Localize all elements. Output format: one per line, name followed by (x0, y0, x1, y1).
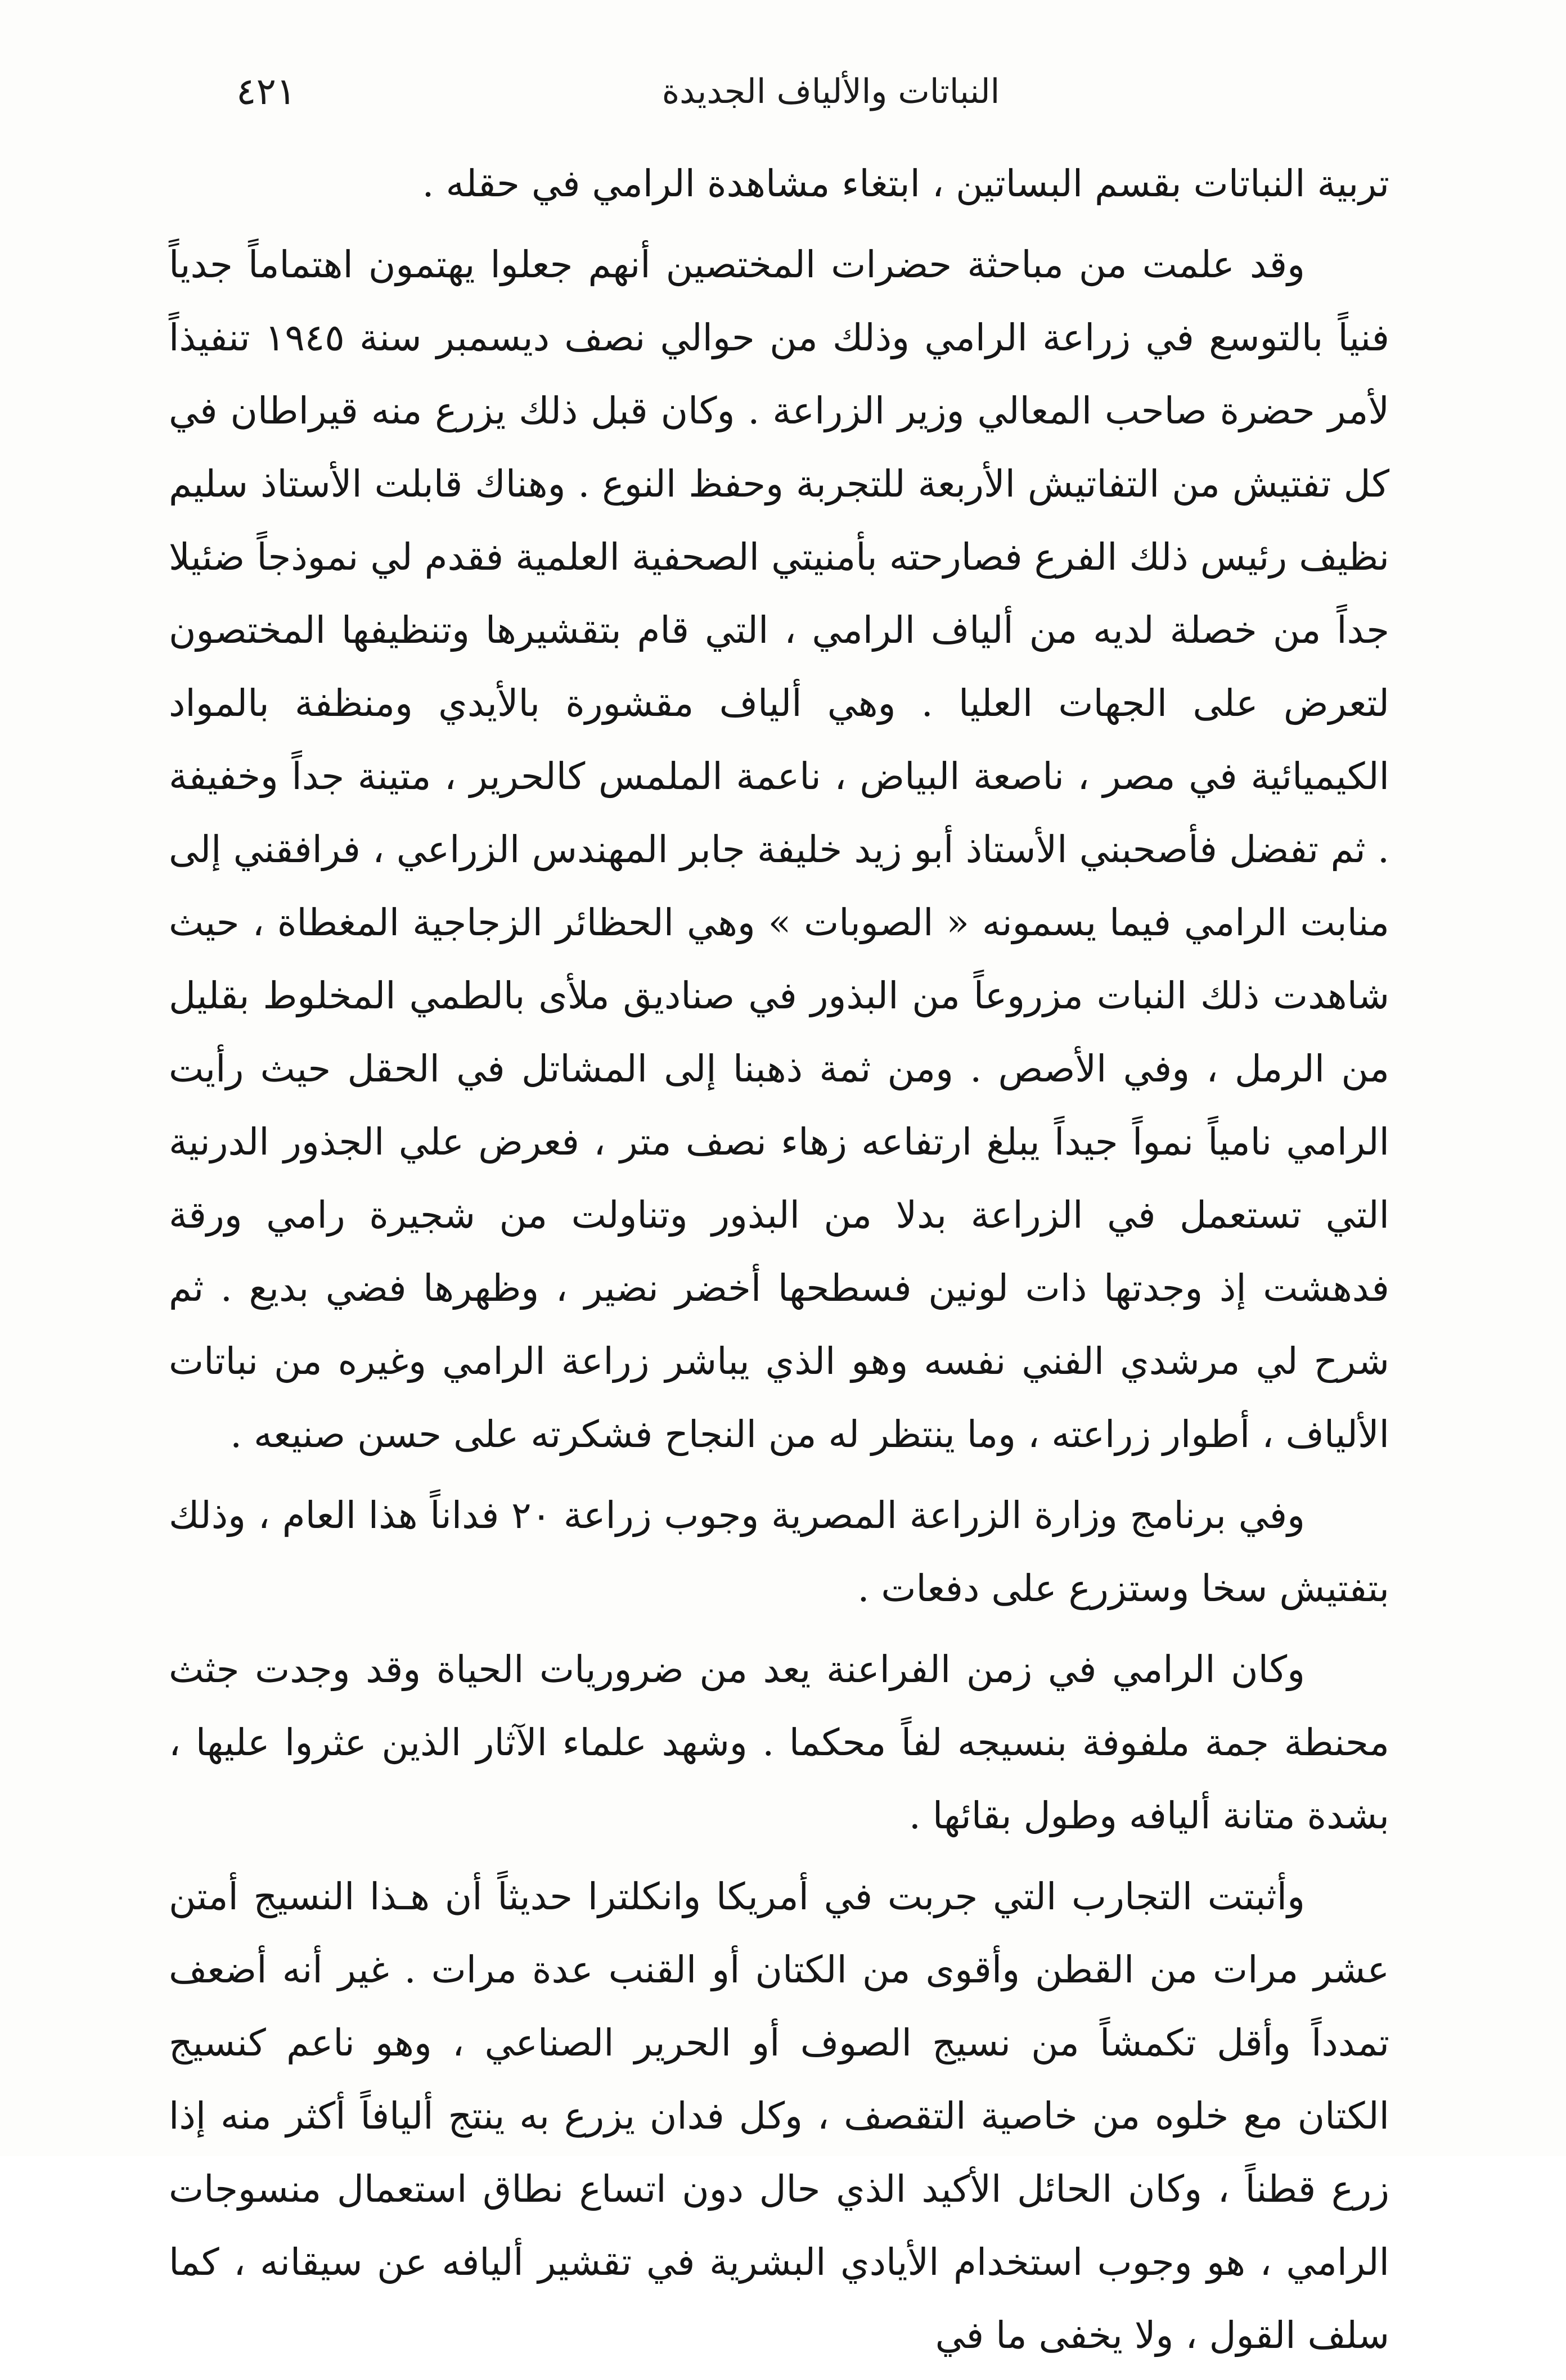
body-text (169, 147, 1389, 2380)
paragraph-pharaohs: وكان الرامي في زمن الفراعنة يعد من ضروريات الحياة وقد وجدت جثث محنطة جمة ملفوفة بنسيجه لفاً محكما . وشهد علماء الآثار الذين عثروا عليها ، بشدة متانة أليافه وطول بقائها . (169, 1648, 1389, 1837)
running-title: النباتات والألياف الجديدة (662, 72, 1000, 111)
page-number: ٤٢١ (236, 70, 296, 113)
paragraph-ministry-program: وفي برنامج وزارة الزراعة المصرية وجوب زراعة ٢٠ فداناً هذا العام ، وذلك بتفتيش سخا وستزرع على دفعات . (169, 1494, 1389, 1610)
paragraph-experiments: وأثبتت التجارب التي جربت في أمريكا وانكلترا حديثاً أن هـذا النسيج أمتن عشر مرات من القطن وأقوى من الكتان أو القنب عدة مرات . غير أنه أضعف تمدداً وأقل تكمشاً من نسيج الصوف أو الحرير الصناعي ، وهو ناعم كنسيج الكتان مع خلوه من خاصية التقصف ، وكل فدان يزرع به ينتج أليافاً أكثر منه إذا زرع قطناً ، وكان الحائل الأكيد الذي حال دون اتساع نطاق استعمال منسوجات الرامي ، هو وجوب استخدام الأيادي البشرية في تقشير أليافه عن سيقانه ، كما سلف القول ، ولا يخفى ما في (169, 1875, 1389, 2357)
paragraph-continuation: تربية النباتات بقسم البساتين ، ابتغاء مشاهدة الرامي في حقله . (422, 162, 1389, 205)
running-header (236, 61, 1425, 123)
paragraph-ramie-cultivation: وقد علمت من مباحثة حضرات المختصين أنهم جعلوا يهتمون اهتماماً جدياً فنياً بالتوسع في زراعة الرامي وذلك من حوالي نصف ديسمبر سنة ١٩٤٥ تنفيذاً لأمر حضرة صاحب المعالي وزير الزراعة . وكان قبل ذلك يزرع منه قيراطان في كل تفتيش من التفاتيش الأربعة للتجربة وحفظ النوع . وهناك قابلت الأستاذ سليم نظيف رئيس ذلك الفرع فصارحته بأمنيتي الصحفية العلمية فقدم لي نموذجاً ضئيلا جداً من خصلة لديه من ألياف الرامي ، التي قام بتقشيرها وتنظيفها المختصون لتعرض على الجهات العليا . وهي ألياف مقشورة بالأيدي ومنظفة بالمواد الكيميائية في مصر ، ناصعة البياض ، ناعمة الملمس كالحرير ، متينة جداً وخفيفة . ثم تفضل فأصحبني الأستاذ أبو زيد خليفة جابر المهندس الزراعي ، فرافقني إلى منابت الرامي فيما يسمونه « الصوبات » وهي الحظائر الزجاجية المغطاة ، حيث شاهدت ذلك النبات مزروعاً من البذور في صناديق ملأى بالطمي المخلوط بقليل من الرمل ، وفي الأصص . ومن ثمة ذهبنا إلى المشاتل في الحقل حيث رأيت الرامي نامياً نمواً جيداً يبلغ ارتفاعه زهاء نصف متر ، فعرض علي الجذور الدرنية التي تستعمل في الزراعة بدلا من البذور وتناولت من شجيرة رامي ورقة فدهشت إذ وجدتها ذات لونين فسطحها أخضر نضير ، وظهرها فضي بديع . ثم شرح لي مرشدي الفني نفسه وهو الذي يباشر زراعة الرامي وغيره من نباتات الألياف ، أطوار زراعته ، وما ينتظر له من النجاح فشكرته على حسن صنيعه . (169, 243, 1389, 1456)
